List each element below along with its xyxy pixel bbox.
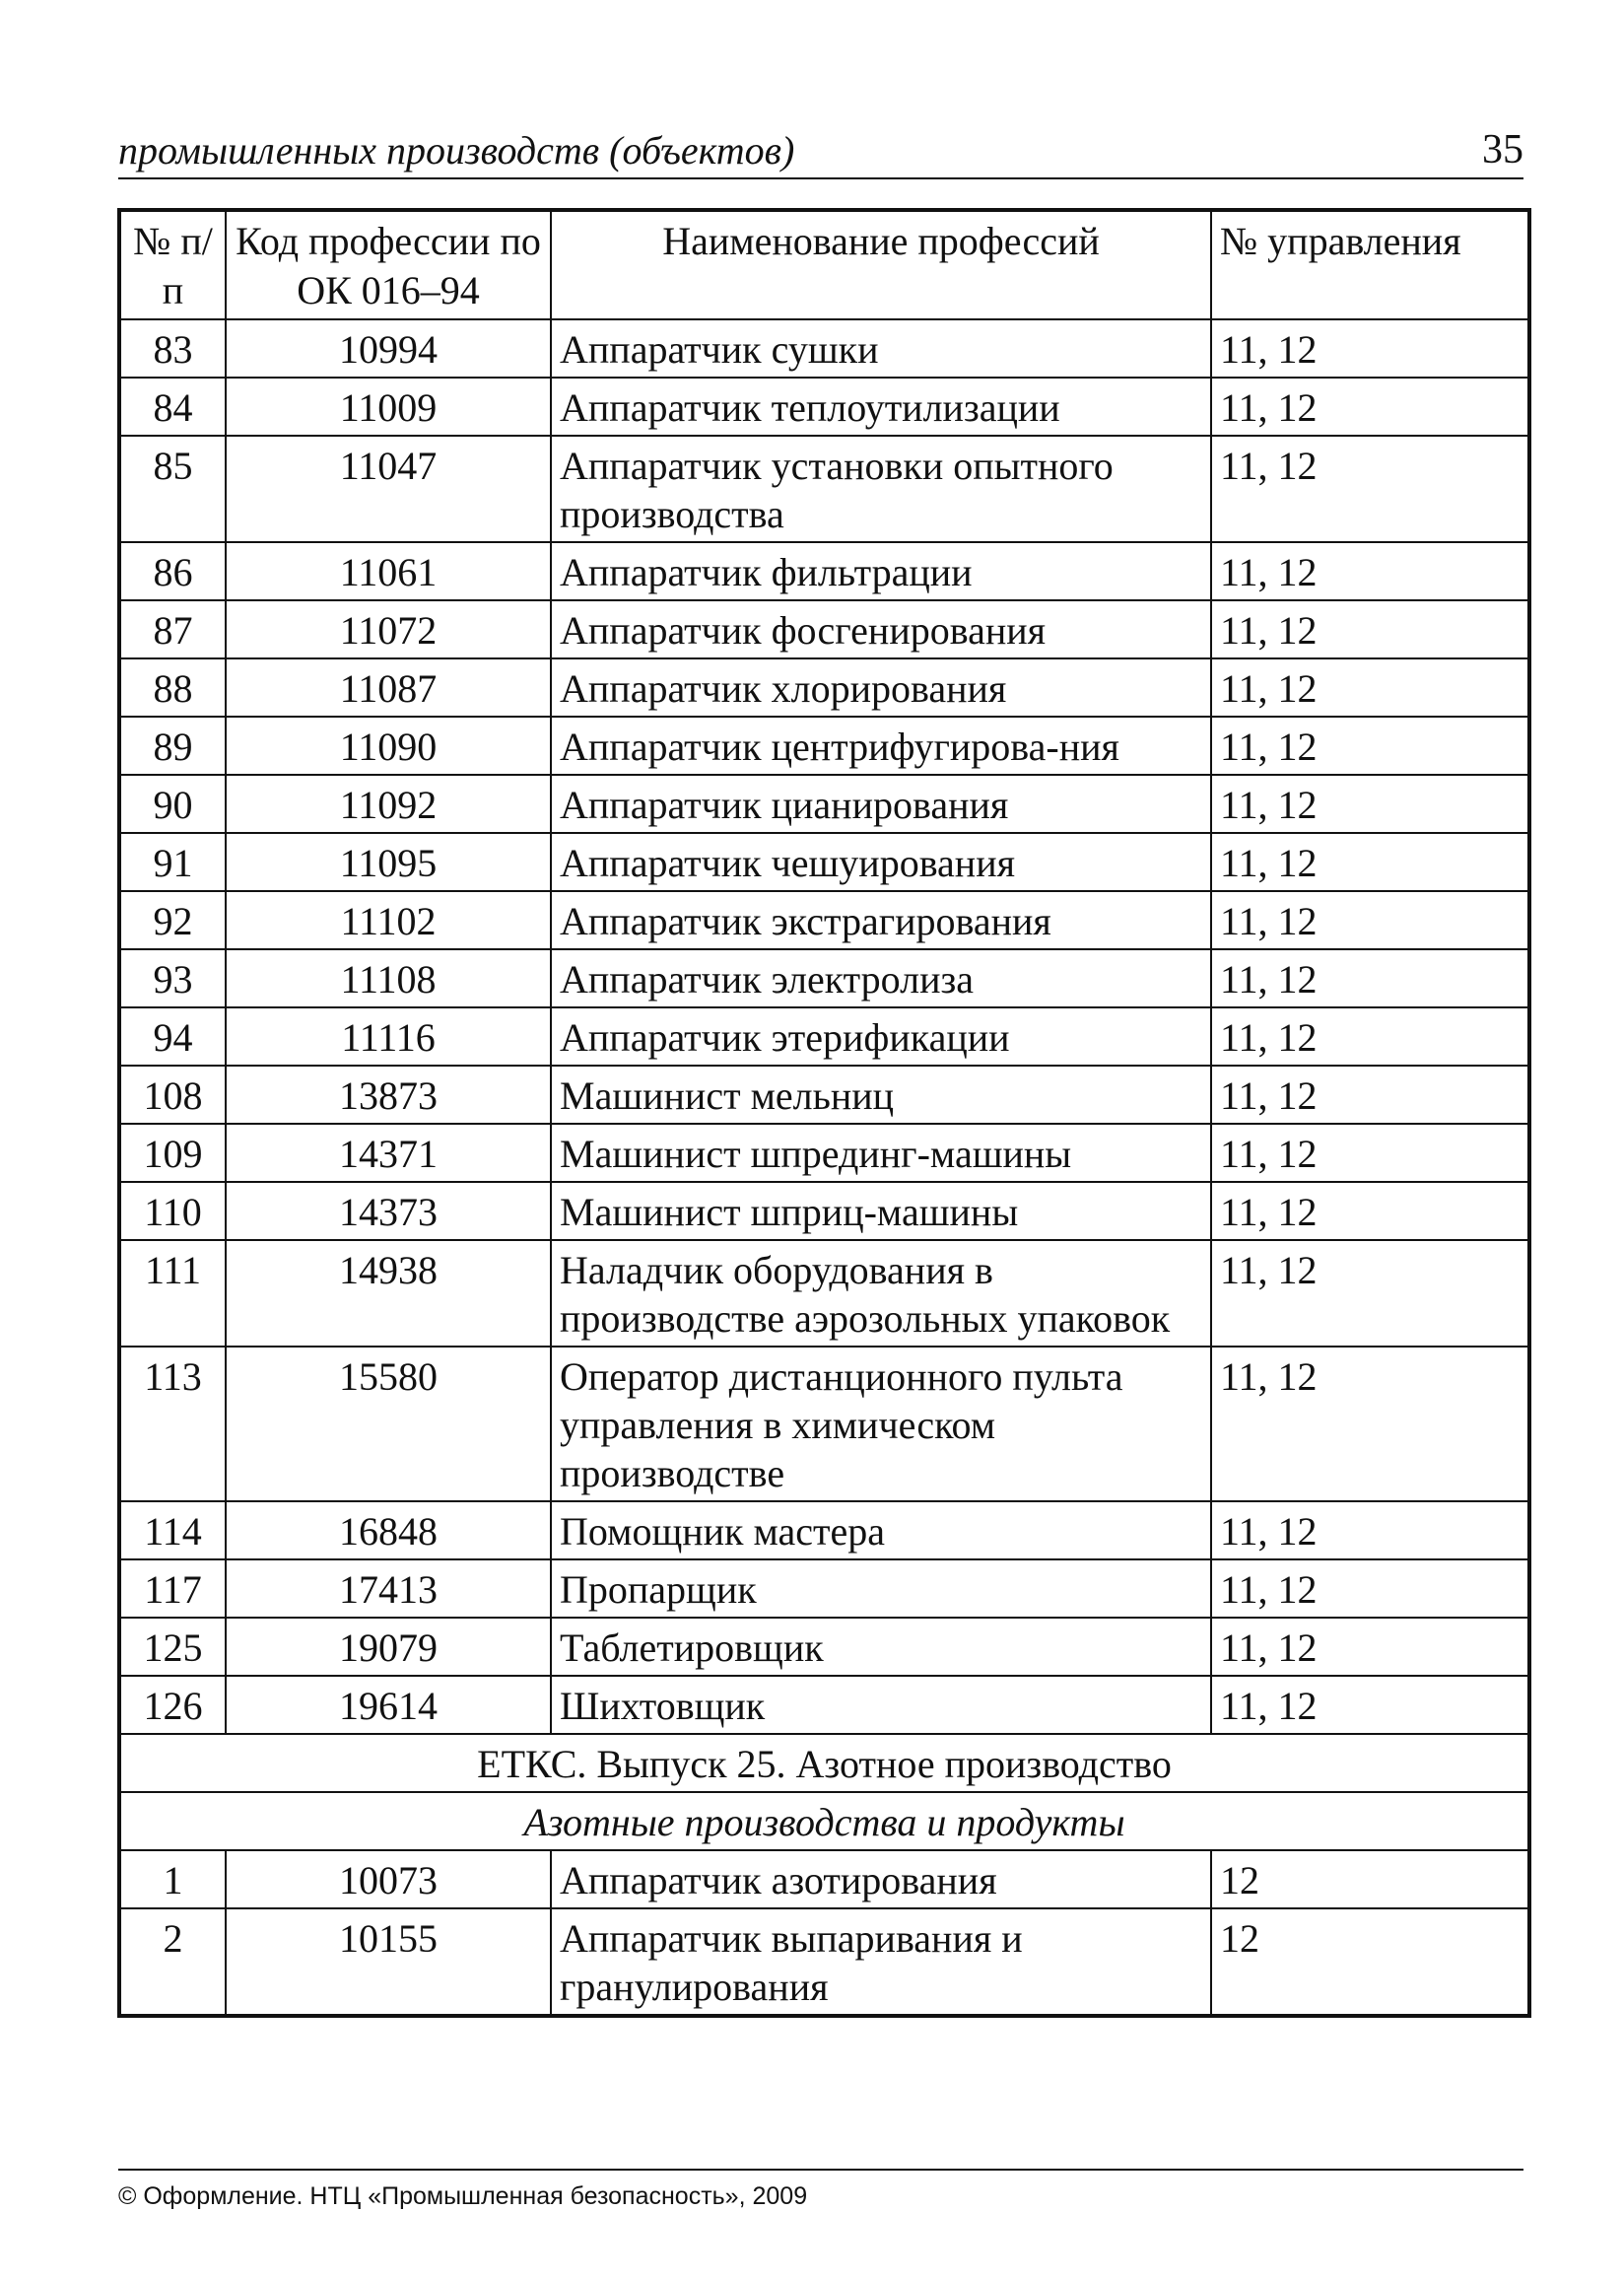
table-row <box>119 1850 1529 1908</box>
cell-name: Таблетировщик <box>551 1618 1211 1676</box>
cell-number: 88 <box>119 658 226 717</box>
cell-number: 113 <box>119 1347 226 1501</box>
cell-number: 94 <box>119 1007 226 1066</box>
table-row <box>119 436 1529 542</box>
cell-department: 12 <box>1211 1850 1529 1908</box>
cell-name: Аппаратчик центрифугирова-ния <box>551 717 1211 775</box>
cell-department: 11, 12 <box>1211 436 1529 542</box>
cell-code: 13873 <box>226 1066 551 1124</box>
cell-number: 126 <box>119 1676 226 1734</box>
cell-code: 14373 <box>226 1182 551 1240</box>
cell-name: Аппаратчик выпаривания и гранулирования <box>551 1908 1211 2016</box>
professions-table <box>117 208 1531 2018</box>
cell-code: 10155 <box>226 1908 551 2016</box>
cell-name: Аппаратчик установки опытного производства <box>551 436 1211 542</box>
header-name: Наименование профессий <box>551 210 1211 319</box>
cell-number: 90 <box>119 775 226 833</box>
table-row <box>119 1347 1529 1501</box>
cell-number: 89 <box>119 717 226 775</box>
cell-number: 86 <box>119 542 226 600</box>
cell-number: 117 <box>119 1559 226 1618</box>
table-row <box>119 1182 1529 1240</box>
cell-code: 11108 <box>226 949 551 1007</box>
cell-name: Аппаратчик цианирования <box>551 775 1211 833</box>
cell-name: Аппаратчик этерификации <box>551 1007 1211 1066</box>
cell-name: Машинист шпрединг-машины <box>551 1124 1211 1182</box>
cell-code: 15580 <box>226 1347 551 1501</box>
cell-name: Машинист мельниц <box>551 1066 1211 1124</box>
cell-name: Аппаратчик хлорирования <box>551 658 1211 717</box>
table-row <box>119 658 1529 717</box>
header-department: № управления <box>1211 210 1529 319</box>
cell-department: 11, 12 <box>1211 1182 1529 1240</box>
cell-name: Наладчик оборудования в производстве аэрозольных упаковок <box>551 1240 1211 1347</box>
cell-department: 11, 12 <box>1211 600 1529 658</box>
cell-number: 109 <box>119 1124 226 1182</box>
running-title: промышленных производств (объектов) <box>118 128 795 173</box>
table-row <box>119 1908 1529 2016</box>
cell-number: 2 <box>119 1908 226 2016</box>
cell-code: 14371 <box>226 1124 551 1182</box>
cell-name: Аппаратчик азотирования <box>551 1850 1211 1908</box>
cell-number: 92 <box>119 891 226 949</box>
cell-department: 11, 12 <box>1211 1066 1529 1124</box>
cell-department: 11, 12 <box>1211 1124 1529 1182</box>
cell-code: 17413 <box>226 1559 551 1618</box>
cell-department: 11, 12 <box>1211 658 1529 717</box>
table-row <box>119 891 1529 949</box>
header-code: Код профессии по ОК 016–94 <box>226 210 551 319</box>
cell-department: 11, 12 <box>1211 833 1529 891</box>
table-header-row <box>119 210 1529 319</box>
subsection-row <box>119 1792 1529 1850</box>
cell-department: 11, 12 <box>1211 378 1529 436</box>
cell-number: 1 <box>119 1850 226 1908</box>
table-row <box>119 319 1529 378</box>
cell-number: 87 <box>119 600 226 658</box>
cell-name: Шихтовщик <box>551 1676 1211 1734</box>
cell-code: 14938 <box>226 1240 551 1347</box>
cell-number: 114 <box>119 1501 226 1559</box>
page-header <box>118 122 1523 179</box>
cell-name: Аппаратчик электролиза <box>551 949 1211 1007</box>
section-title: ЕТКС. Выпуск 25. Азотное производство <box>119 1734 1529 1792</box>
cell-department: 11, 12 <box>1211 1559 1529 1618</box>
cell-code: 11009 <box>226 378 551 436</box>
table-row <box>119 378 1529 436</box>
cell-code: 11072 <box>226 600 551 658</box>
cell-name: Аппаратчик чешуирования <box>551 833 1211 891</box>
cell-number: 108 <box>119 1066 226 1124</box>
table-row <box>119 542 1529 600</box>
table-row <box>119 1240 1529 1347</box>
cell-department: 11, 12 <box>1211 1347 1529 1501</box>
cell-department: 11, 12 <box>1211 717 1529 775</box>
copyright: © Оформление. НТЦ «Промышленная безопасность», 2009 <box>118 2182 808 2210</box>
cell-code: 10073 <box>226 1850 551 1908</box>
header-number: № п/п <box>119 210 226 319</box>
cell-code: 11095 <box>226 833 551 891</box>
table-row <box>119 949 1529 1007</box>
cell-name: Аппаратчик сушки <box>551 319 1211 378</box>
cell-department: 11, 12 <box>1211 949 1529 1007</box>
table-row <box>119 1559 1529 1618</box>
cell-number: 85 <box>119 436 226 542</box>
cell-number: 110 <box>119 1182 226 1240</box>
cell-number: 84 <box>119 378 226 436</box>
cell-department: 11, 12 <box>1211 775 1529 833</box>
cell-name: Пропарщик <box>551 1559 1211 1618</box>
cell-code: 11090 <box>226 717 551 775</box>
cell-name: Аппаратчик фильтрации <box>551 542 1211 600</box>
cell-name: Помощник мастера <box>551 1501 1211 1559</box>
cell-name: Аппаратчик экстрагирования <box>551 891 1211 949</box>
cell-code: 11087 <box>226 658 551 717</box>
cell-code: 16848 <box>226 1501 551 1559</box>
table-row <box>119 1066 1529 1124</box>
table-row <box>119 1007 1529 1066</box>
cell-code: 11102 <box>226 891 551 949</box>
cell-department: 11, 12 <box>1211 542 1529 600</box>
cell-department: 11, 12 <box>1211 319 1529 378</box>
page-footer <box>118 2169 1523 2210</box>
cell-code: 11047 <box>226 436 551 542</box>
table-row <box>119 717 1529 775</box>
table-row <box>119 1501 1529 1559</box>
cell-department: 11, 12 <box>1211 1618 1529 1676</box>
section-row <box>119 1734 1529 1792</box>
table-row <box>119 833 1529 891</box>
table-row <box>119 1676 1529 1734</box>
cell-code: 19614 <box>226 1676 551 1734</box>
cell-department: 11, 12 <box>1211 1501 1529 1559</box>
page-number: 35 <box>1482 127 1523 173</box>
cell-name: Машинист шприц-машины <box>551 1182 1211 1240</box>
cell-name: Аппаратчик теплоутилизации <box>551 378 1211 436</box>
subsection-title: Азотные производства и продукты <box>119 1792 1529 1850</box>
cell-code: 10994 <box>226 319 551 378</box>
cell-number: 111 <box>119 1240 226 1347</box>
table-row <box>119 1618 1529 1676</box>
cell-name: Аппаратчик фосгенирования <box>551 600 1211 658</box>
cell-number: 93 <box>119 949 226 1007</box>
table-row <box>119 1124 1529 1182</box>
table-row <box>119 775 1529 833</box>
cell-code: 19079 <box>226 1618 551 1676</box>
cell-department: 11, 12 <box>1211 891 1529 949</box>
cell-code: 11092 <box>226 775 551 833</box>
cell-number: 83 <box>119 319 226 378</box>
cell-code: 11116 <box>226 1007 551 1066</box>
table-row <box>119 600 1529 658</box>
cell-name: Оператор дистанционного пульта управления в химическом производстве <box>551 1347 1211 1501</box>
cell-department: 11, 12 <box>1211 1007 1529 1066</box>
cell-number: 91 <box>119 833 226 891</box>
cell-department: 12 <box>1211 1908 1529 2016</box>
cell-department: 11, 12 <box>1211 1240 1529 1347</box>
cell-number: 125 <box>119 1618 226 1676</box>
cell-department: 11, 12 <box>1211 1676 1529 1734</box>
cell-code: 11061 <box>226 542 551 600</box>
